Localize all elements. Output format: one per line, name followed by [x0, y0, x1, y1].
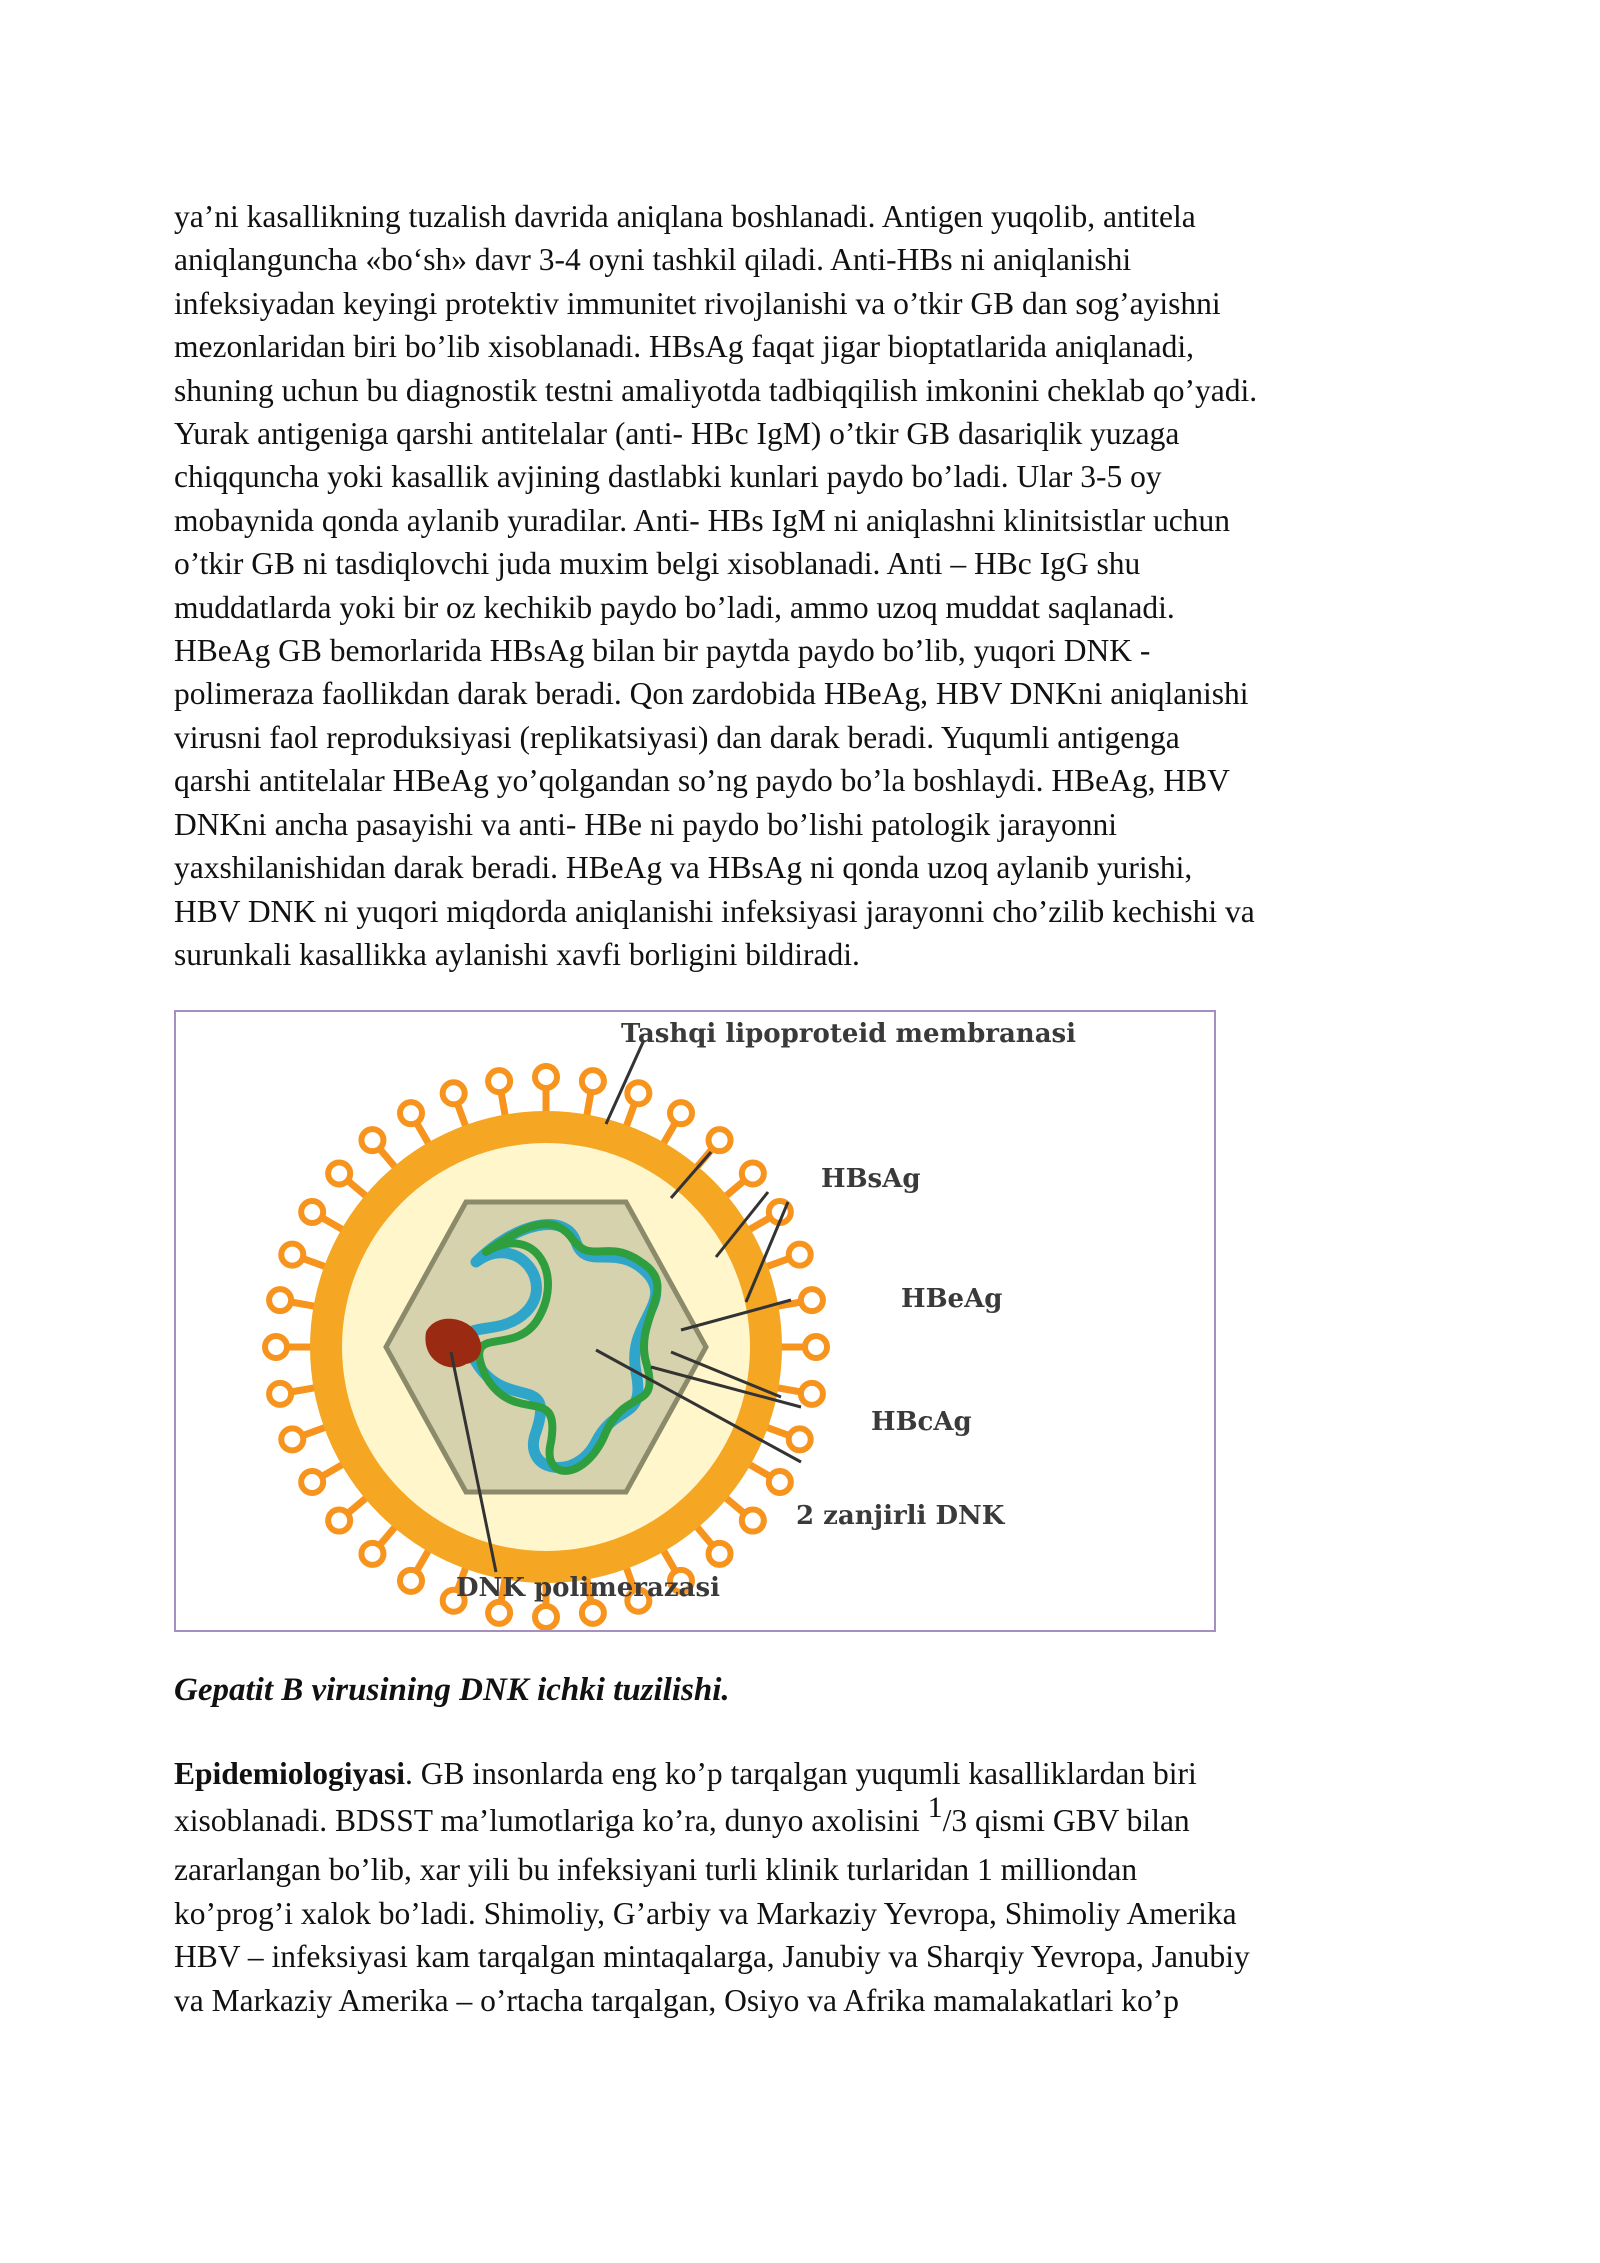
- text-line: chiqquncha yoki kasallik avjining dastlabki kunlari paydo bo’ladi. Ular 3-5 oy: [174, 459, 1162, 495]
- text-line: muddatlarda yoki bir oz kechikib paydo bo’ladi, ammo uzoq muddat saqlanadi.: [174, 589, 1175, 625]
- fraction-denominator: /3: [942, 1803, 968, 1839]
- spike-head: [769, 1471, 791, 1493]
- spike-head: [361, 1129, 383, 1151]
- paragraph-serological-markers: [174, 195, 1484, 976]
- spike-head: [535, 1606, 557, 1628]
- text-line: yaxshilanishidan darak beradi. HBeAg va HBsAg ni qonda uzoq aylanib yurishi,: [174, 850, 1193, 886]
- spike-head: [789, 1244, 811, 1266]
- spike-head: [627, 1082, 649, 1104]
- text-run: . GB insonlarda eng ko’p tarqalgan yuqumli kasalliklardan biri: [405, 1756, 1197, 1791]
- spike-head: [805, 1336, 827, 1358]
- text-run: xisoblanadi. BDSST ma’lumotlariga ko’ra, dunyo axolisini: [174, 1803, 928, 1839]
- label-polymerase: DNK polimerazasi: [456, 1573, 720, 1603]
- hbv-structure-figure: [174, 1010, 1216, 1632]
- text-line: HBeAg GB bemorlarida HBsAg bilan bir paytda paydo bo’lib, yuqori DNK -: [174, 633, 1151, 669]
- text-line: [174, 1791, 1484, 1848]
- spike-head: [301, 1201, 323, 1223]
- text-line: shuning uchun bu diagnostik testni amaliyotda tadbiqqilish imkonini cheklab qo’yadi.: [174, 372, 1258, 408]
- text-line: infeksiyadan keyingi protektiv immunitet rivojlanishi va o’tkir GB dan sog’ayishni: [174, 285, 1221, 321]
- spike-head: [265, 1336, 287, 1358]
- spike-head: [361, 1543, 383, 1565]
- fraction-numerator: 1: [927, 1791, 943, 1825]
- spike-head: [328, 1510, 350, 1532]
- spike-head: [801, 1289, 823, 1311]
- text-line: [174, 1752, 1484, 1795]
- label-hbcag: HBcAg: [871, 1407, 972, 1437]
- text-line: ya’ni kasallikning tuzalish davrida aniqlana boshlanadi. Antigen yuqolib, antitela: [174, 199, 1196, 234]
- text-line: polimeraza faollikdan darak beradi. Qon zardobida HBeAg, HBV DNKni aniqlanishi: [174, 676, 1249, 712]
- label-membrane: Tashqi lipoproteid membranasi: [621, 1019, 1077, 1049]
- spike-head: [400, 1570, 422, 1592]
- text-line: surunkali kasallikka aylanishi xavfi borligini bildiradi.: [174, 936, 860, 972]
- spike-head: [535, 1066, 557, 1088]
- spike-head: [269, 1289, 291, 1311]
- hbv-virus-diagram: [176, 1012, 1214, 1630]
- spike-head: [488, 1070, 510, 1092]
- text-line: ko’prog’i xalok bo’ladi. Shimoliy, G’arbiy va Markaziy Yevropa, Shimoliy Amerika: [174, 1895, 1237, 1931]
- spike-head: [582, 1070, 604, 1092]
- paragraph-epidemiology: [174, 1752, 1484, 2022]
- figure-caption: Gepatit B virusining DNK ichki tuzilishi.: [174, 1672, 730, 1708]
- spike-head: [709, 1129, 731, 1151]
- spike-head: [269, 1383, 291, 1405]
- text-line: DNKni ancha pasayishi va anti- HBe ni paydo bo’lishi patologik jarayonni: [174, 806, 1118, 842]
- spike-head: [789, 1428, 811, 1450]
- spike-head: [400, 1102, 422, 1124]
- label-hbeag: HBeAg: [901, 1284, 1003, 1314]
- spike-head: [670, 1102, 692, 1124]
- text-run: qismi GBV bilan: [967, 1803, 1190, 1839]
- spike-head: [801, 1383, 823, 1405]
- text-line: qarshi antitelalar HBeAg yo’qolgandan so’ng paydo bo’la boshlaydi. HBeAg, HBV: [174, 763, 1230, 799]
- spike-head: [582, 1602, 604, 1624]
- text-line: mobaynida qonda aylanib yuradilar. Anti- HBs IgM ni aniqlashni klinitsistlar uchun: [174, 502, 1230, 538]
- text-line: o’tkir GB ni tasdiqlovchi juda muxim belgi xisoblanadi. Anti – HBc IgG shu: [174, 546, 1141, 582]
- text-line: aniqlanguncha «bo‘sh» davr 3-4 oyni tashkil qiladi. Anti-HBs ni aniqlanishi: [174, 242, 1132, 278]
- text-line: HBV DNK ni yuqori miqdorda aniqlanishi infeksiyasi jarayonni cho’zilib kechishi va: [174, 893, 1255, 929]
- spike-head: [328, 1162, 350, 1184]
- text-line: zararlangan bo’lib, xar yili bu infeksiyani turli klinik turlaridan 1 milliondan: [174, 1852, 1138, 1888]
- text-line: Yurak antigeniga qarshi antitelalar (anti- HBc IgM) o’tkir GB dasariqlik yuzaga: [174, 416, 1180, 452]
- spike-head: [301, 1471, 323, 1493]
- spike-head: [281, 1428, 303, 1450]
- spike-head: [742, 1510, 764, 1532]
- section-heading: Epidemiologiyasi: [174, 1756, 406, 1791]
- label-hbsag: HBsAg: [821, 1164, 921, 1194]
- text-line: va Markaziy Amerika – o’rtacha tarqalgan, Osiyo va Afrika mamalakatlari ko’p: [174, 1982, 1179, 2018]
- spike-head: [488, 1602, 510, 1624]
- label-dna: 2 zanjirli DNK: [796, 1501, 1005, 1531]
- text-line: HBV – infeksiyasi kam tarqalgan mintaqalarga, Janubiy va Sharqiy Yevropa, Janubiy: [174, 1939, 1250, 1975]
- spike-head: [443, 1082, 465, 1104]
- text-line: virusni faol reproduksiyasi (replikatsiyasi) dan darak beradi. Yuqumli antigenga: [174, 719, 1180, 755]
- spike-head: [742, 1162, 764, 1184]
- spike-head: [281, 1244, 303, 1266]
- text-line: mezonlaridan biri bo’lib xisoblanadi. HBsAg faqat jigar bioptatlarida aniqlanadi,: [174, 329, 1194, 365]
- spike-head: [709, 1543, 731, 1565]
